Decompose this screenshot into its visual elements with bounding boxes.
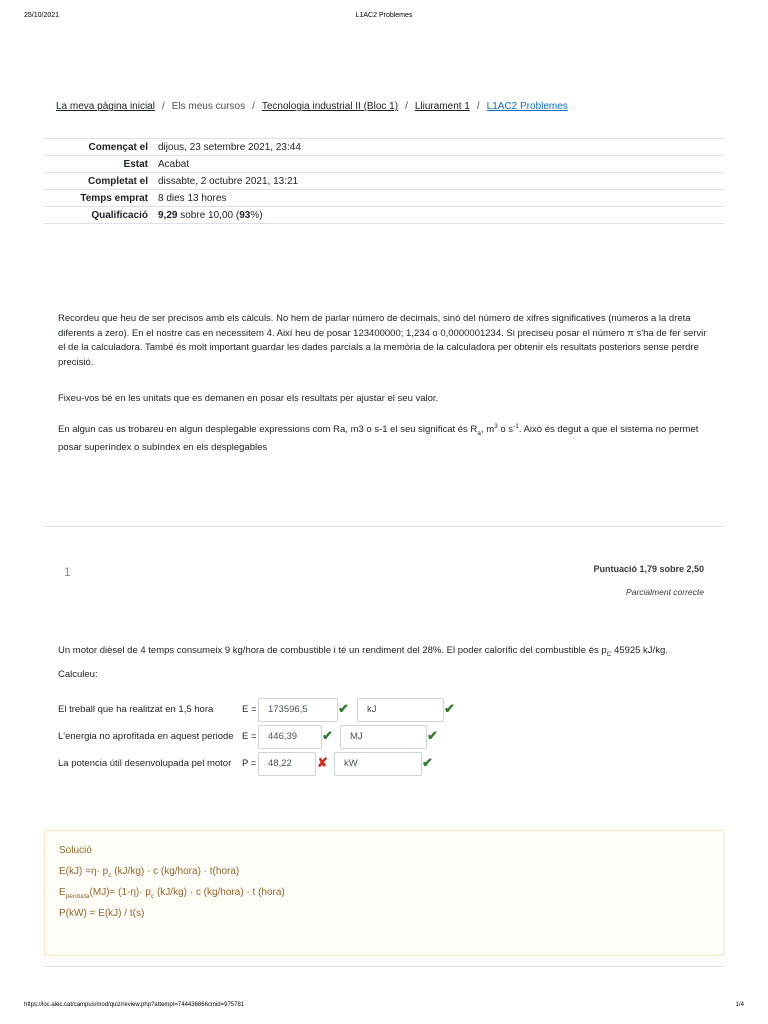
correct-check-icon: ✔ <box>422 755 433 770</box>
question-text-part: 45925 kJ/kg. <box>611 645 668 656</box>
question-state: Parcialment correcte <box>626 587 704 597</box>
instruction-subscript: a <box>477 429 481 437</box>
summary-label: Estat <box>123 158 148 170</box>
breadcrumb-section[interactable]: Lliurament 1 <box>414 101 470 112</box>
summary-row-completed <box>44 173 724 190</box>
instruction-text: En algun cas us trobareu en algun desplegable expressions com Ra, m3 o s-1 el seu significat és R <box>58 423 478 435</box>
print-date: 25/10/2021 <box>24 12 60 19</box>
summary-row-state <box>44 156 724 173</box>
solution-formula-power: P(kW) = E(kJ) / t(s) <box>59 908 145 919</box>
summary-label: Temps emprat <box>80 192 148 204</box>
formula-text: (kJ/kg) · c (kg/hora) · t(hora) <box>111 866 240 877</box>
breadcrumb-separator: / <box>476 101 480 112</box>
correct-check-icon: ✔ <box>444 701 455 716</box>
unit-select[interactable]: kJ <box>357 698 444 722</box>
summary-value: dissabte, 2 octubre 2021, 13:21 <box>158 175 299 187</box>
solution-title: Solució <box>59 845 92 856</box>
section-divider <box>44 966 724 967</box>
question-text <box>58 641 738 685</box>
print-page-number: 1/4 <box>735 1002 744 1008</box>
breadcrumb <box>56 101 568 112</box>
summary-row-time <box>44 190 724 207</box>
answer-row-energy <box>58 725 478 749</box>
formula-text: E <box>59 887 66 898</box>
instruction-text: o s <box>497 423 514 435</box>
formula-subscript: c <box>150 893 155 900</box>
summary-row-started <box>44 139 724 156</box>
answer-variable: P = <box>242 758 257 769</box>
incorrect-cross-icon: ✘ <box>317 755 328 770</box>
solution-formula-energy <box>59 866 239 879</box>
solution-formula-lost-energy <box>59 887 285 900</box>
breadcrumb-quiz[interactable]: L1AC2 Problemes <box>486 101 568 112</box>
formula-text: E(kJ) =η· p <box>59 866 109 877</box>
correct-check-icon: ✔ <box>427 728 438 743</box>
unit-select[interactable]: kW <box>334 752 422 776</box>
answer-row-work <box>58 698 478 722</box>
summary-value: dijous, 23 setembre 2021, 23:44 <box>158 141 301 153</box>
instruction-text: , m <box>480 423 495 435</box>
formula-subscript: perduda <box>65 893 90 900</box>
instruction-paragraph: Fixeu-vos bé en les unitats que es demanen en posar els resultats per ajustar el seu valor. <box>58 393 439 404</box>
summary-value: 8 dies 13 hores <box>158 192 227 204</box>
print-footer <box>0 1002 768 1012</box>
correct-check-icon: ✔ <box>338 701 349 716</box>
question-statement <box>58 641 738 665</box>
breadcrumb-separator: / <box>161 101 165 112</box>
formula-subscript: c <box>108 872 112 879</box>
question-text-part: Un motor dièsel de 4 temps consumeix 9 kg/hora de combustible i té un rendiment del 28%. El poder calorífic del combustible és p <box>58 645 607 656</box>
breadcrumb-my-courses: Els meus cursos <box>171 101 246 112</box>
grade-end: %) <box>250 209 263 221</box>
breadcrumb-separator: / <box>252 101 255 112</box>
answer-variable: E = <box>242 704 257 715</box>
answer-value-input[interactable]: 48,22 <box>258 752 316 776</box>
solution-box <box>44 830 724 956</box>
question-number: 1 <box>64 565 71 579</box>
answer-label: L'energia no aprofitada en aquest periode <box>58 731 234 742</box>
answer-label: El treball que ha realitzat en 1,5 hora <box>58 704 214 715</box>
question-prompt: Calculeu: <box>58 668 98 680</box>
instruction-superscript: 3 <box>494 422 498 430</box>
answer-variable: E = <box>242 731 257 742</box>
formula-text: (kJ/kg) · c (kg/hora) · t (hora) <box>154 887 285 898</box>
breadcrumb-separator: / <box>405 101 408 112</box>
instruction-text: . Això és degut a que el sistema no permet posar superíndex o subíndex en els desplegables <box>58 423 699 454</box>
print-title: L1AC2 Problemes <box>355 12 413 19</box>
breadcrumb-course[interactable]: Tecnologia industrial II (Bloc 1) <box>261 101 399 112</box>
instruction-paragraph <box>58 420 708 456</box>
summary-label: Completat el <box>87 175 148 187</box>
instruction-paragraph: Recordeu que heu de ser precisos amb els càlculs. No hem de parlar número de decimals, sinó del número de xifres significatives (números a la dreta diferents a zero). En el nostre cas en necessitem 4. Així heu de posar 123400000; 1,234 o 0,0000001234. Si preciseu posar el número π s'ha de fer servir el de la calculadora. També és molt important guardar les dades parcials a la memòria de la calculadora per obtenir els resultats posteriors sense perdre precisió. <box>58 313 707 368</box>
summary-value: Acabat <box>158 158 190 170</box>
summary-row-grade <box>44 207 724 224</box>
question-grade: Puntuació 1,79 sobre 2,50 <box>593 564 704 574</box>
attempt-summary-table <box>44 138 724 224</box>
grade-score: 9,29 <box>158 209 178 221</box>
summary-value <box>154 207 724 224</box>
breadcrumb-home[interactable]: La meva pàgina inicial <box>56 101 155 112</box>
correct-check-icon: ✔ <box>322 728 333 743</box>
question-subscript: C <box>606 650 612 658</box>
grade-percent: 93 <box>239 209 251 221</box>
unit-select[interactable]: MJ <box>340 725 427 749</box>
summary-label: Començat el <box>88 141 148 153</box>
quiz-instructions <box>58 312 708 478</box>
formula-text: (MJ)= (1-η)· p <box>89 887 151 898</box>
section-divider <box>44 526 724 527</box>
summary-label: Qualificació <box>91 209 148 221</box>
instruction-superscript: -1 <box>513 422 519 430</box>
answer-value-input[interactable]: 446,39 <box>258 725 322 749</box>
answer-value-input[interactable]: 173596,5 <box>258 698 338 722</box>
print-header <box>0 12 768 22</box>
print-url: https://loc.alec.cat/campus/mod/quiz/review.php?attempt=744436866cmid=975781 <box>24 1002 245 1008</box>
answer-row-power <box>58 752 478 776</box>
answer-label: La potencia útil desenvolupada pel motor <box>58 758 232 769</box>
grade-out-of: sobre 10,00 ( <box>180 209 240 221</box>
